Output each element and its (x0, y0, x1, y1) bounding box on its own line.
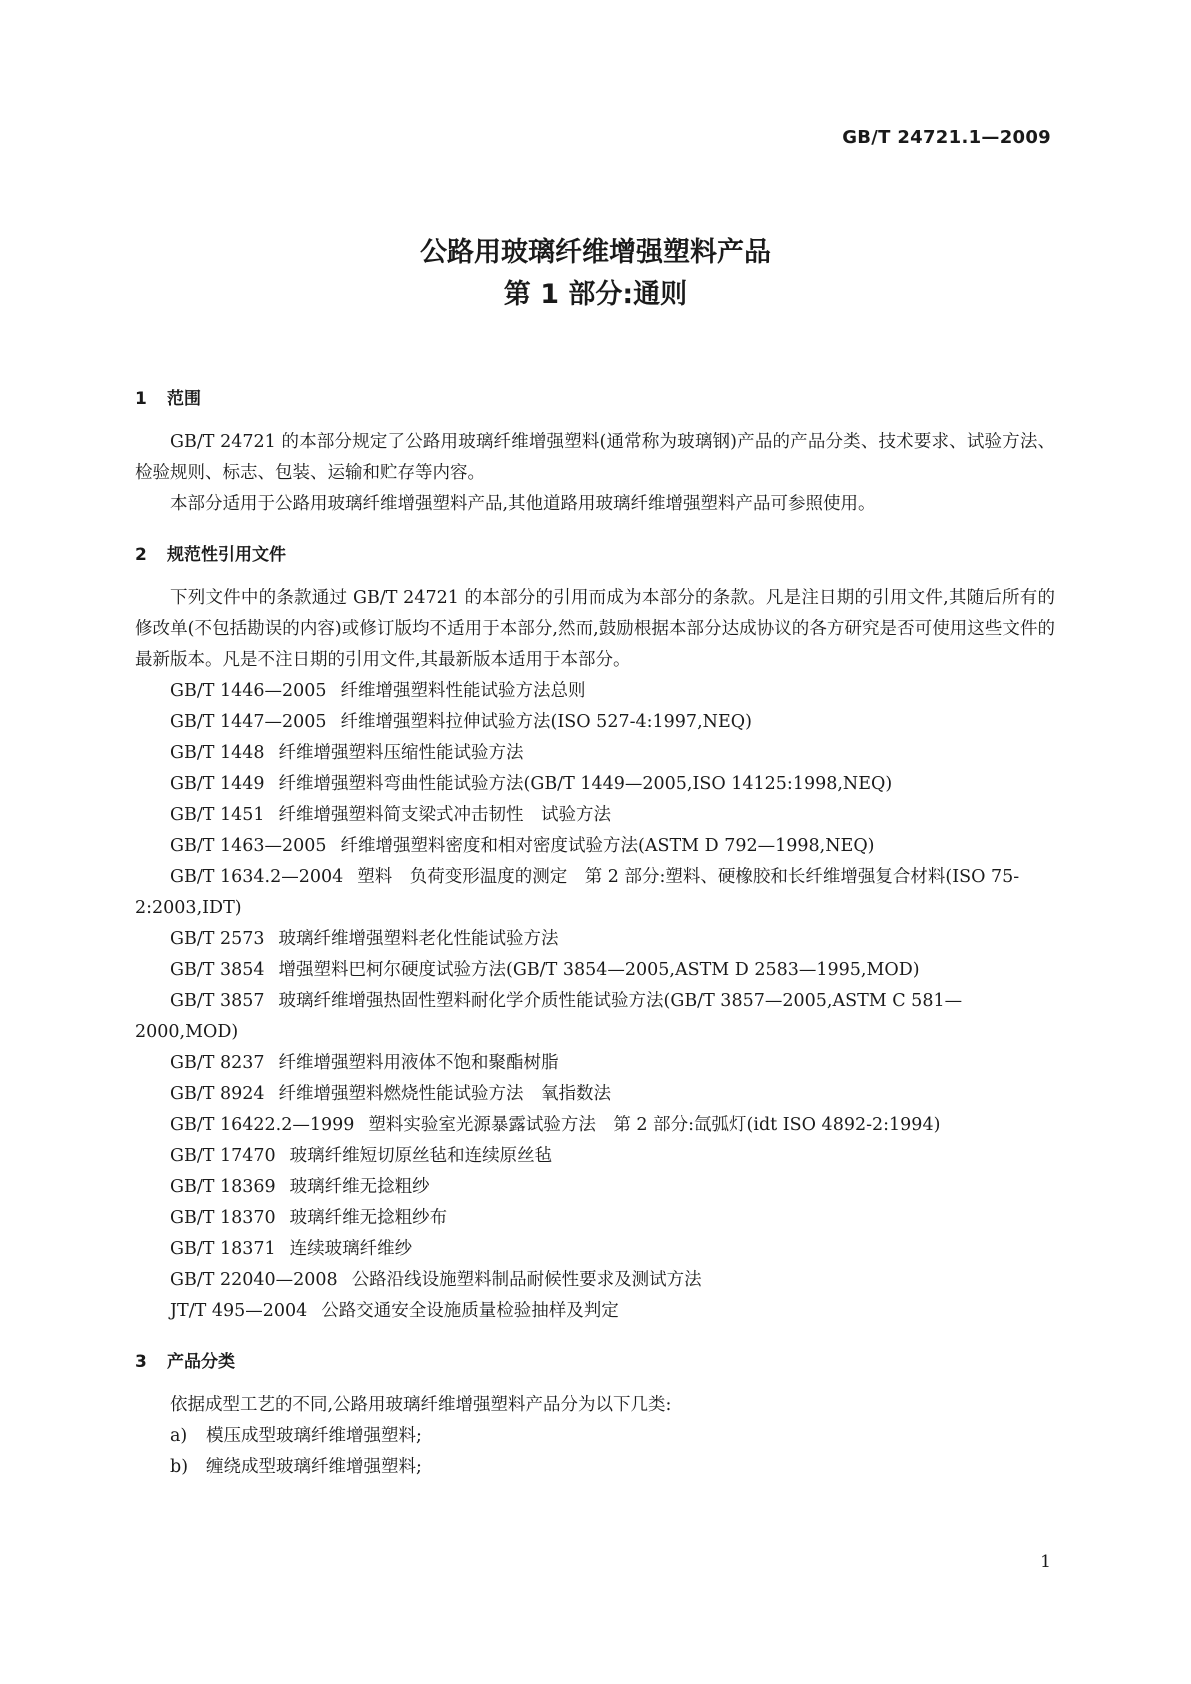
reference-code: GB/T 1451 (170, 805, 265, 825)
reference-item (135, 1203, 1055, 1234)
reference-title: 玻璃纤维无捻粗纱布 (289, 1208, 448, 1228)
reference-item (135, 955, 1055, 986)
reference-title: 纤维增强塑料密度和相对密度试验方法(ASTM D 792—1998,NEQ) (340, 836, 875, 856)
paragraph: 本部分适用于公路用玻璃纤维增强塑料产品,其他道路用玻璃纤维增强塑料产品可参照使用。 (170, 494, 876, 514)
section-number: 2 (135, 545, 147, 565)
reference-item (135, 924, 1055, 955)
reference-code: GB/T 8924 (170, 1084, 265, 1104)
reference-item (135, 676, 1055, 707)
section-number: 3 (135, 1352, 147, 1372)
list-item (135, 1452, 1055, 1483)
reference-code: GB/T 1634.2—2004 (170, 867, 344, 887)
reference-title: 连续玻璃纤维纱 (289, 1239, 413, 1259)
reference-title: 纤维增强塑料燃烧性能试验方法 氧指数法 (278, 1084, 612, 1104)
reference-code: GB/T 18371 (170, 1239, 276, 1259)
standard-number: GB/T 24721.1—2009 (842, 127, 1051, 148)
reference-code: GB/T 3857 (170, 991, 265, 1011)
reference-item (135, 986, 1055, 1048)
reference-title: 塑料实验室光源暴露试验方法 第 2 部分:氙弧灯(idt ISO 4892-2:1994) (368, 1115, 941, 1135)
reference-item (135, 862, 1055, 924)
reference-item (135, 1172, 1055, 1203)
reference-item (135, 738, 1055, 769)
reference-list (135, 676, 1055, 1327)
reference-item (135, 1079, 1055, 1110)
list-item (135, 1421, 1055, 1452)
paragraph: 依据成型工艺的不同,公路用玻璃纤维增强塑料产品分为以下几类: (170, 1395, 672, 1415)
reference-title: 公路交通安全设施质量检验抽样及判定 (321, 1301, 619, 1321)
reference-code: JT/T 495—2004 (170, 1301, 308, 1321)
reference-title: 玻璃纤维无捻粗纱 (289, 1177, 430, 1197)
reference-code: GB/T 3854 (170, 960, 265, 980)
document-title-line-2: 第 1 部分:通则 (503, 279, 688, 310)
list-item-text: 缠绕成型玻璃纤维增强塑料; (206, 1457, 422, 1477)
reference-title: 纤维增强塑料压缩性能试验方法 (278, 743, 524, 763)
section-title: 范围 (167, 389, 201, 409)
reference-item (135, 1296, 1055, 1327)
reference-title: 玻璃纤维增强塑料老化性能试验方法 (278, 929, 559, 949)
reference-code: GB/T 1447—2005 (170, 712, 327, 732)
reference-title: 玻璃纤维短切原丝毡和连续原丝毡 (289, 1146, 553, 1166)
reference-code: GB/T 1463—2005 (170, 836, 327, 856)
reference-item (135, 1110, 1055, 1141)
list-marker: b) (170, 1457, 189, 1477)
reference-item (135, 831, 1055, 862)
section-number: 1 (135, 389, 147, 409)
page-number: 1 (1040, 1552, 1051, 1572)
reference-item (135, 1234, 1055, 1265)
reference-item (135, 800, 1055, 831)
reference-code: GB/T 1446—2005 (170, 681, 327, 701)
paragraph: 下列文件中的条款通过 GB/T 24721 的本部分的引用而成为本部分的条款。凡是注日期的引用文件,其随后所有的修改单(不包括勘误的内容)或修订版均不适用于本部分,然而,鼓励根据本部分达成协议的各方研究是否可使用这些文件的最新版本。凡是不注日期的引用文件,其最新版本适用于本部分。 (135, 588, 1055, 670)
reference-item (135, 1048, 1055, 1079)
reference-title: 玻璃纤维增强热固性塑料耐化学介质性能试验方法(GB/T 3857—2005,ASTM C 581—2000,MOD) (135, 991, 963, 1042)
reference-title: 纤维增强塑料拉伸试验方法(ISO 527-4:1997,NEQ) (340, 712, 752, 732)
reference-code: GB/T 2573 (170, 929, 265, 949)
document-title (0, 232, 1191, 316)
reference-code: GB/T 16422.2—1999 (170, 1115, 355, 1135)
section-heading-scope (135, 384, 1055, 415)
section-title: 产品分类 (167, 1352, 235, 1372)
section-heading-product-classification (135, 1347, 1055, 1378)
reference-title: 公路沿线设施塑料制品耐候性要求及测试方法 (351, 1270, 702, 1290)
section-title: 规范性引用文件 (167, 545, 286, 565)
paragraph: GB/T 24721 的本部分规定了公路用玻璃纤维增强塑料(通常称为玻璃钢)产品的产品分类、技术要求、试验方法、检验规则、标志、包装、运输和贮存等内容。 (135, 432, 1055, 483)
reference-code: GB/T 18370 (170, 1208, 276, 1228)
reference-code: GB/T 18369 (170, 1177, 276, 1197)
reference-item (135, 1265, 1055, 1296)
reference-item (135, 707, 1055, 738)
document-title-line-1: 公路用玻璃纤维增强塑料产品 (420, 237, 771, 268)
reference-item (135, 769, 1055, 800)
reference-title: 纤维增强塑料弯曲性能试验方法(GB/T 1449—2005,ISO 14125:1998,NEQ) (278, 774, 893, 794)
list-marker: a) (170, 1426, 188, 1446)
reference-title: 塑料 负荷变形温度的测定 第 2 部分:塑料、硬橡胶和长纤维增强复合材料(ISO 75-2:2003,IDT) (135, 867, 1020, 918)
reference-title: 纤维增强塑料性能试验方法总则 (340, 681, 586, 701)
reference-code: GB/T 17470 (170, 1146, 276, 1166)
section-heading-normative-references (135, 540, 1055, 571)
reference-item (135, 1141, 1055, 1172)
reference-code: GB/T 22040—2008 (170, 1270, 338, 1290)
reference-title: 纤维增强塑料用液体不饱和聚酯树脂 (278, 1053, 559, 1073)
list-item-text: 模压成型玻璃纤维增强塑料; (206, 1426, 422, 1446)
reference-code: GB/T 1448 (170, 743, 265, 763)
reference-title: 纤维增强塑料简支梁式冲击韧性 试验方法 (278, 805, 612, 825)
document-body (135, 378, 1055, 1483)
reference-code: GB/T 1449 (170, 774, 265, 794)
reference-title: 增强塑料巴柯尔硬度试验方法(GB/T 3854—2005,ASTM D 2583—1995,MOD) (278, 960, 920, 980)
reference-code: GB/T 8237 (170, 1053, 265, 1073)
